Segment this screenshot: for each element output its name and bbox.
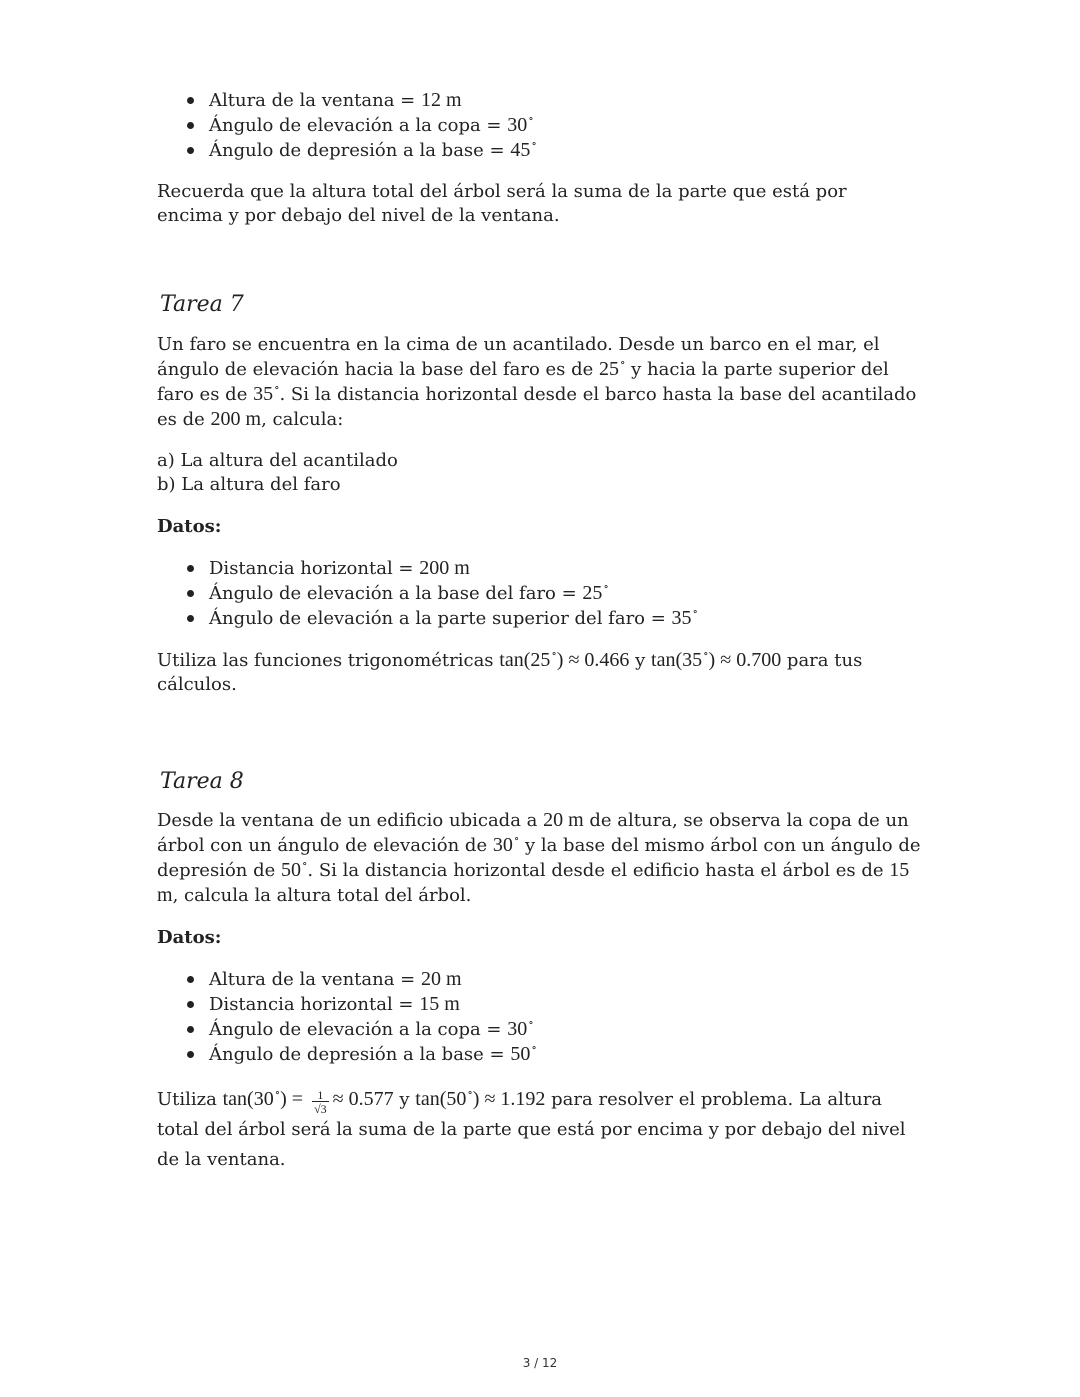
tarea-8-data-list — [157, 967, 937, 1067]
bullet-icon — [187, 1051, 194, 1058]
bullet-icon — [187, 615, 194, 622]
list-item: Altura de la ventana = 20 m — [187, 967, 937, 992]
list-item: Ángulo de elevación a la parte superior del faro = 35∘ — [187, 606, 937, 631]
bullet-icon — [187, 565, 194, 572]
list-item: Altura de la ventana = 12 m — [187, 88, 937, 113]
list-item: Ángulo de depresión a la base = 50∘ — [187, 1042, 937, 1067]
tarea-7-datos-label: Datos: — [157, 516, 222, 537]
bullet-icon — [187, 122, 194, 129]
bullet-icon — [187, 1026, 194, 1033]
bullet-icon — [187, 97, 194, 104]
degree-symbol: ∘ — [531, 1041, 537, 1054]
tarea-8-title: Tarea 8 — [160, 769, 244, 794]
bullet-icon — [187, 976, 194, 983]
list-item: Ángulo de elevación a la copa = 30∘ — [187, 1017, 937, 1042]
list-item: Ángulo de elevación a la base del faro = 25∘ — [187, 581, 937, 606]
intro-data-list — [157, 88, 937, 163]
list-item: Distancia horizontal = 15 m — [187, 992, 937, 1017]
tarea-7-title: Tarea 7 — [160, 292, 244, 317]
tarea-7-hint: Utiliza las funciones trigonométricas tan(25∘) ≈ 0.466 y tan(35∘) ≈ 0.700 para tus cálculos. — [157, 647, 863, 695]
degree-symbol: ∘ — [603, 580, 609, 593]
bullet-icon — [187, 1001, 194, 1008]
tarea-7-data-list — [157, 556, 937, 631]
degree-symbol: ∘ — [528, 112, 534, 125]
list-item: Ángulo de depresión a la base = 45∘ — [187, 138, 937, 163]
tarea-8-hint: Utiliza tan(30∘) = $\frac{1}{√3}$ ≈ 0.577 y tan(50∘) ≈ 1.192 para resolver el problema. La altura total del árbol será la suma de la parte que está por encima y por debajo del nivel de la ventana. — [157, 1086, 906, 1170]
page-content — [157, 88, 937, 1175]
tarea-7-statement: Un faro se encuentra en la cima de un acantilado. Desde un barco en el mar, el ángulo de elevación hacia la base del faro es de 25∘ y hacia la parte superior del faro es de 35∘. Si la distancia horizontal desde el barco hasta la base del acantilado es de 200 m, calcula: — [157, 334, 917, 430]
fraction-one-over-sqrt3: $\frac{1}{√3}$ — [314, 1088, 327, 1116]
list-item: Ángulo de elevación a la copa = 30∘ — [187, 113, 937, 138]
degree-symbol: ∘ — [692, 605, 698, 618]
list-item: Distancia horizontal = 200 m — [187, 556, 937, 581]
degree-symbol: ∘ — [531, 137, 537, 150]
tarea-7-item-b: b) La altura del faro — [157, 474, 341, 495]
degree-symbol: ∘ — [528, 1016, 534, 1029]
tarea-7-item-a: a) La altura del acantilado — [157, 450, 398, 471]
page-number: 3 / 12 — [522, 1356, 558, 1370]
tarea-8-datos-label: Datos: — [157, 927, 222, 948]
intro-note: Recuerda que la altura total del árbol será la suma de la parte que está por encima y por debajo del nivel de la ventana. — [157, 181, 847, 226]
bullet-icon — [187, 147, 194, 154]
tarea-8-statement: Desde la ventana de un edificio ubicada a 20 m de altura, se observa la copa de un árbol con un ángulo de elevación de 30∘ y la base del mismo árbol con un ángulo de depresión de 50∘. Si la distancia horizontal desde el edificio hasta el árbol es de 15 m, calcula la altura total del árbol. — [157, 809, 921, 906]
bullet-icon — [187, 590, 194, 597]
